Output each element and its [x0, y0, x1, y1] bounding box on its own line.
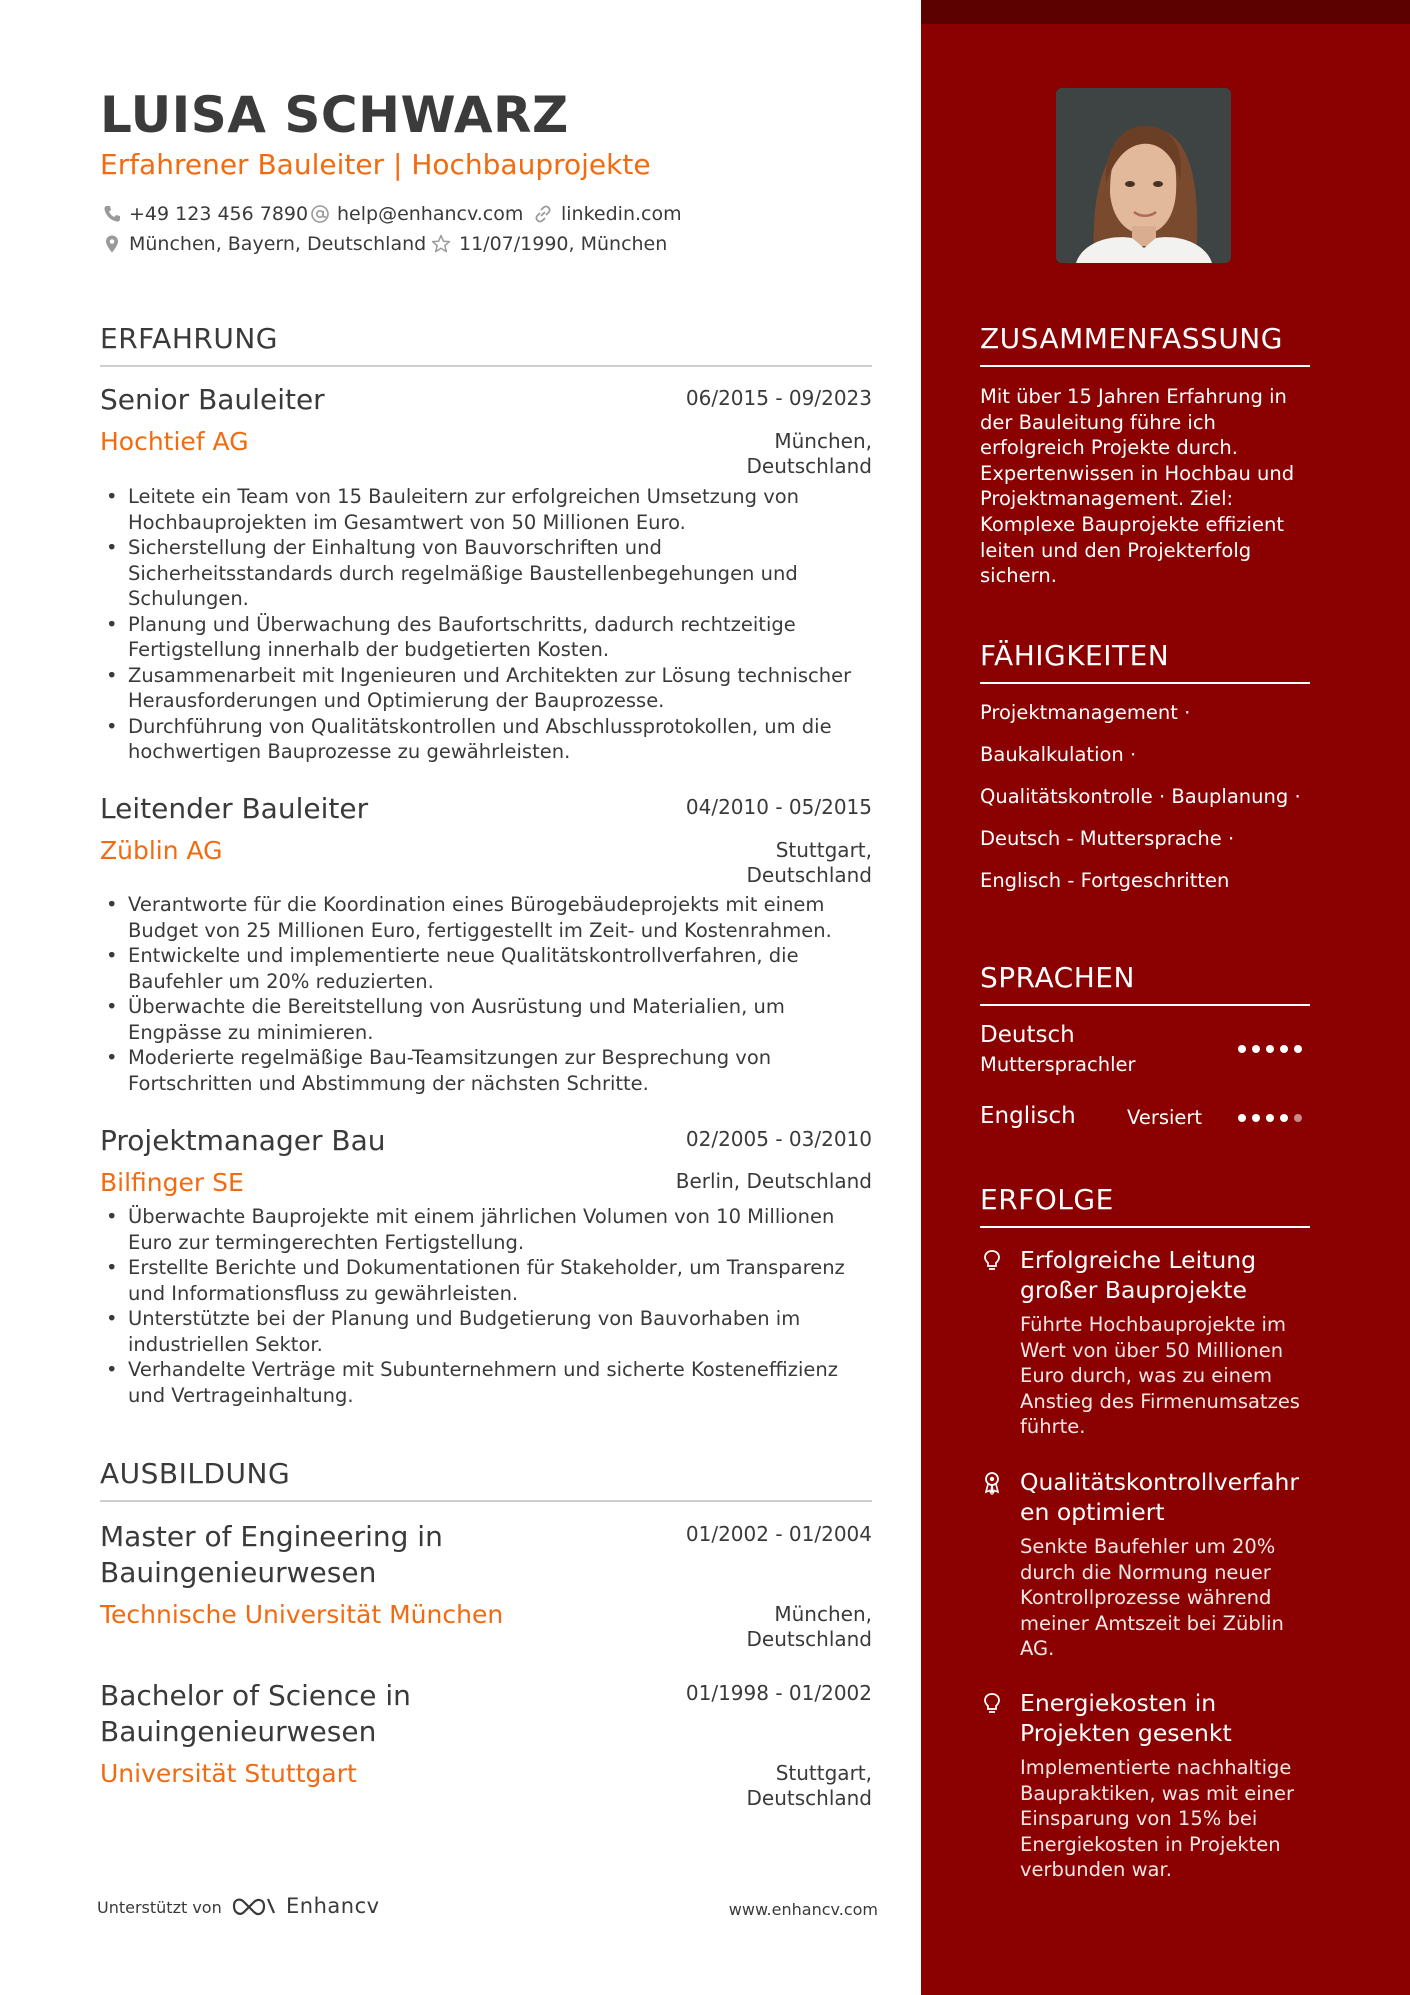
location-text: München, Bayern, Deutschland [129, 233, 427, 255]
award-icon [982, 1471, 1002, 1499]
language-level: Muttersprachler [980, 1053, 1136, 1076]
job-bullet: • Planung und Überwachung des Baufortschritts, dadurch rechtzeitige Fertigstellung innerhalb der budgetierten Kosten. [128, 612, 872, 663]
degree-dates: 01/2002 - 01/2004 [685, 1522, 872, 1546]
achievement-text: Führte Hochbauprojekte im Wert von über 50 Millionen Euro durch, was zu einem Anstieg des Firmenumsatzes führte. [1020, 1313, 1300, 1439]
job-location-line1: Stuttgart, [775, 838, 872, 862]
profile-photo [1056, 88, 1231, 263]
linkedin-text[interactable]: linkedin.com [561, 203, 682, 225]
footer-url[interactable]: www.enhancv.com [728, 1900, 878, 1919]
job-title: Senior Bauleiter [100, 383, 325, 416]
footer-powered-by: Unterstützt von [97, 1898, 222, 1917]
rating-dot [1252, 1045, 1260, 1053]
contact-birth [430, 233, 667, 255]
job-location-line2: Deutschland [746, 863, 872, 887]
job-dates: 02/2005 - 03/2010 [685, 1127, 872, 1151]
job-bullet: • Verhandelte Verträge mit Subunternehmern und sicherte Kosteneffizienz und Vertrageinhaltung. [128, 1357, 872, 1408]
sidebar-top-bar [921, 0, 1410, 24]
phone-icon [102, 204, 122, 224]
rating-dot [1238, 1114, 1246, 1122]
birth-text: 11/07/1990, München [459, 233, 668, 255]
job-dates: 06/2015 - 09/2023 [685, 386, 872, 410]
job-bullet: • Durchführung von Qualitätskontrollen und Abschlussprotokollen, um die hochwertigen Bauprozesse zu gewährleisten. [128, 714, 872, 765]
language-rating [1238, 1045, 1302, 1053]
job-bullet: • Zusammenarbeit mit Ingenieuren und Architekten zur Lösung technischer Herausforderungen und Optimierung der Bauprozesse. [128, 663, 872, 714]
footer-brand-name: Enhancv [286, 1894, 380, 1918]
school-location [747, 1761, 873, 1811]
job-bullet: • Moderierte regelmäßige Bau-Teamsitzungen zur Besprechung von Fortschritten und Abstimmung der nächsten Schritte. [128, 1045, 872, 1096]
achievement-text: Implementierte nachhaltige Baupraktiken, was mit einer Einsparung von 15% bei Energiekosten in Projekten verbunden war. [1020, 1756, 1295, 1882]
rating-dot [1294, 1114, 1302, 1122]
job-location [747, 429, 873, 479]
at-icon [310, 204, 330, 224]
job-bullet: • Erstellte Berichte und Dokumentationen für Stakeholder, um Transparenz und Informationsfluss zu gewährleisten. [128, 1255, 872, 1306]
languages-section-title: SPRACHEN [980, 961, 1310, 1006]
contact-email[interactable] [310, 203, 523, 225]
job-company: Hochtief AG [100, 427, 249, 456]
summary-text: Mit über 15 Jahren Erfahrung in der Bauleitung führe ich erfolgreich Projekte durch. Expertenwissen in Hochbau und Projektmanagement. Ziel: Komplexe Bauprojekte effizient leiten und den Projekterfolg sichern. [980, 385, 1295, 588]
rating-dot [1266, 1114, 1274, 1122]
school-name: Technische Universität München [100, 1600, 504, 1629]
job-bullet: • Sicherstellung der Einhaltung von Bauvorschriften und Sicherheitsstandards durch regelmäßige Baustellenbegehungen und Schulungen. [128, 535, 872, 612]
education-section-title: AUSBILDUNG [100, 1457, 872, 1502]
skill-row: Englisch - Fortgeschritten [980, 869, 1230, 892]
degree-title: Master of Engineering in Bauingenieurwesen [100, 1520, 443, 1589]
location-pin-icon [102, 234, 122, 254]
skill-row: Baukalkulation · [980, 743, 1137, 766]
rating-dot [1294, 1045, 1302, 1053]
rating-dot [1252, 1114, 1260, 1122]
contact-location [102, 233, 426, 255]
rating-dot [1238, 1045, 1246, 1053]
rating-dot [1266, 1045, 1274, 1053]
lightbulb-icon [982, 1249, 1002, 1277]
degree-dates: 01/1998 - 01/2002 [685, 1681, 872, 1705]
language-level: Versiert [1127, 1106, 1203, 1129]
candidate-name: LUISA SCHWARZ [100, 86, 569, 144]
contact-linkedin[interactable] [532, 203, 682, 225]
link-icon [532, 204, 554, 224]
contact-phone [102, 203, 308, 225]
language-name: Deutsch [980, 1022, 1075, 1048]
star-icon [430, 234, 452, 254]
achievement-text: Senkte Baufehler um 20% durch die Normung neuer Kontrollprozesse während meiner Amtszeit bei Züblin AG. [1020, 1535, 1284, 1661]
job-bullets [100, 892, 872, 1096]
job-bullet: • Überwachte die Bereitstellung von Ausrüstung und Materialien, um Engpässe zu minimieren. [128, 994, 872, 1045]
summary-section-title: ZUSAMMENFASSUNG [980, 322, 1310, 367]
email-text[interactable]: help@enhancv.com [337, 203, 524, 225]
job-location-line2: Deutschland [746, 454, 872, 478]
lightbulb-icon [982, 1692, 1002, 1720]
job-location [747, 838, 873, 888]
school-name: Universität Stuttgart [100, 1759, 357, 1788]
school-location [747, 1602, 873, 1652]
footer-brand-logo[interactable] [230, 1894, 380, 1918]
achievement-title: Erfolgreiche Leitung großer Bauprojekte [1020, 1246, 1257, 1304]
school-location-line2: Deutschland [746, 1786, 872, 1810]
job-bullet: • Unterstützte bei der Planung und Budgetierung von Bauvorhaben im industriellen Sektor. [128, 1306, 872, 1357]
enhancv-logo-icon [230, 1894, 278, 1918]
job-bullet: • Entwickelte und implementierte neue Qualitätskontrollverfahren, die Baufehler um 20% reduzierten. [128, 943, 872, 994]
language-rating [1238, 1114, 1302, 1122]
achievement-title: Qualitätskontrollverfahr en optimiert [1020, 1468, 1300, 1526]
job-company: Züblin AG [100, 836, 223, 865]
achievements-section-title: ERFOLGE [980, 1183, 1310, 1228]
skill-row: Qualitätskontrolle · Bauplanung · [980, 785, 1301, 808]
job-dates: 04/2010 - 05/2015 [685, 795, 872, 819]
experience-section-title: ERFAHRUNG [100, 322, 872, 367]
job-bullets [100, 484, 872, 765]
candidate-title: Erfahrener Bauleiter | Hochbauprojekte [100, 148, 651, 181]
rating-dot [1280, 1114, 1288, 1122]
school-location-line1: München, [774, 1602, 872, 1626]
rating-dot [1280, 1045, 1288, 1053]
school-location-line2: Deutschland [746, 1627, 872, 1651]
skill-row: Deutsch - Muttersprache · [980, 827, 1235, 850]
school-location-line1: Stuttgart, [775, 1761, 872, 1785]
degree-title: Bachelor of Science in Bauingenieurwesen [100, 1679, 411, 1748]
job-title: Projektmanager Bau [100, 1124, 386, 1157]
job-location-line1: München, [774, 429, 872, 453]
achievement-title: Energiekosten in Projekten gesenkt [1020, 1689, 1232, 1747]
skills-section-title: FÄHIGKEITEN [980, 639, 1310, 684]
language-name: Englisch [980, 1103, 1076, 1129]
job-title: Leitender Bauleiter [100, 792, 369, 825]
job-bullet: • Verantworte für die Koordination eines Bürogebäudeprojekts mit einem Budget von 25 Millionen Euro, fertiggestellt im Zeit- und Kostenrahmen. [128, 892, 872, 943]
skill-row: Projektmanagement · [980, 701, 1191, 724]
job-company: Bilfinger SE [100, 1168, 244, 1197]
job-bullets [100, 1204, 872, 1408]
job-bullet: • Leitete ein Team von 15 Bauleitern zur erfolgreichen Umsetzung von Hochbauprojekten im Gesamtwert von 50 Millionen Euro. [128, 484, 872, 535]
job-bullet: • Überwachte Bauprojekte mit einem jährlichen Volumen von 10 Millionen Euro zur termingerechten Fertigstellung. [128, 1204, 872, 1255]
job-location: Berlin, Deutschland [675, 1169, 872, 1193]
phone-text: +49 123 456 7890 [129, 203, 309, 225]
